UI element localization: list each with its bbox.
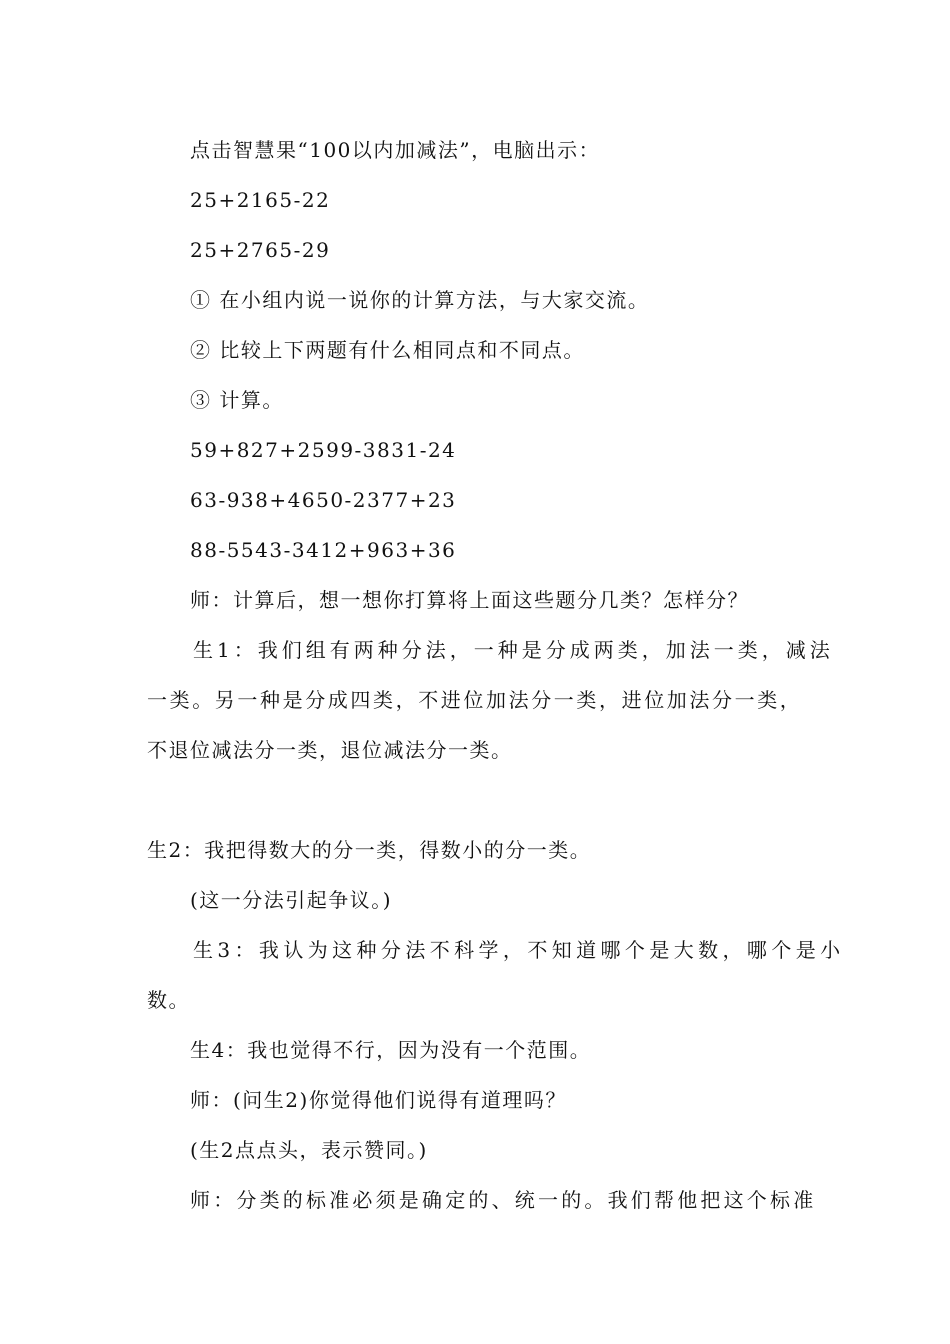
aside-note-2: (生2点点头，表示赞同。) <box>190 1138 428 1162</box>
math-expression-3: 59+827+2599-3831-24 <box>190 438 457 462</box>
math-expression-2: 25+2765-29 <box>190 238 331 262</box>
aside-note-1: (这一分法引起争议。) <box>190 888 393 912</box>
teacher-summary: 师：分类的标准必须是确定的、统一的。我们帮他把这个标准 <box>190 1188 817 1212</box>
instruction-3: ③ 计算。 <box>190 388 284 412</box>
student-3-line-1: 生3：我认为这种分法不科学，不知道哪个是大数，哪个是小 <box>193 938 845 962</box>
teacher-question: 师：计算后，想一想你打算将上面这些题分几类？怎样分？ <box>190 588 749 612</box>
student-2-answer: 生2：我把得数大的分一类，得数小的分一类。 <box>147 838 592 862</box>
student-1-line-3: 不退位减法分一类，退位减法分一类。 <box>147 738 513 762</box>
student-3-line-2: 数。 <box>147 988 190 1012</box>
math-expression-5: 88-5543-3412+963+36 <box>190 538 457 562</box>
student-1-line-1: 生1：我们组有两种分法，一种是分成两类，加法一类，减法 <box>193 638 834 662</box>
instruction-1: ① 在小组内说一说你的计算方法，与大家交流。 <box>190 288 650 312</box>
math-expression-1: 25+2165-22 <box>190 188 331 212</box>
student-4-answer: 生4：我也觉得不行，因为没有一个范围。 <box>190 1038 592 1062</box>
math-expression-4: 63-938+4650-2377+23 <box>190 488 457 512</box>
teacher-follow-up: 师：(问生2)你觉得他们说得有道理吗？ <box>190 1088 567 1112</box>
paragraph-intro: 点击智慧果“100以内加减法”，电脑出示： <box>190 138 601 162</box>
instruction-2: ② 比较上下两题有什么相同点和不同点。 <box>190 338 585 362</box>
student-1-line-2: 一类。另一种是分成四类，不进位加法分一类，进位加法分一类， <box>147 688 803 712</box>
